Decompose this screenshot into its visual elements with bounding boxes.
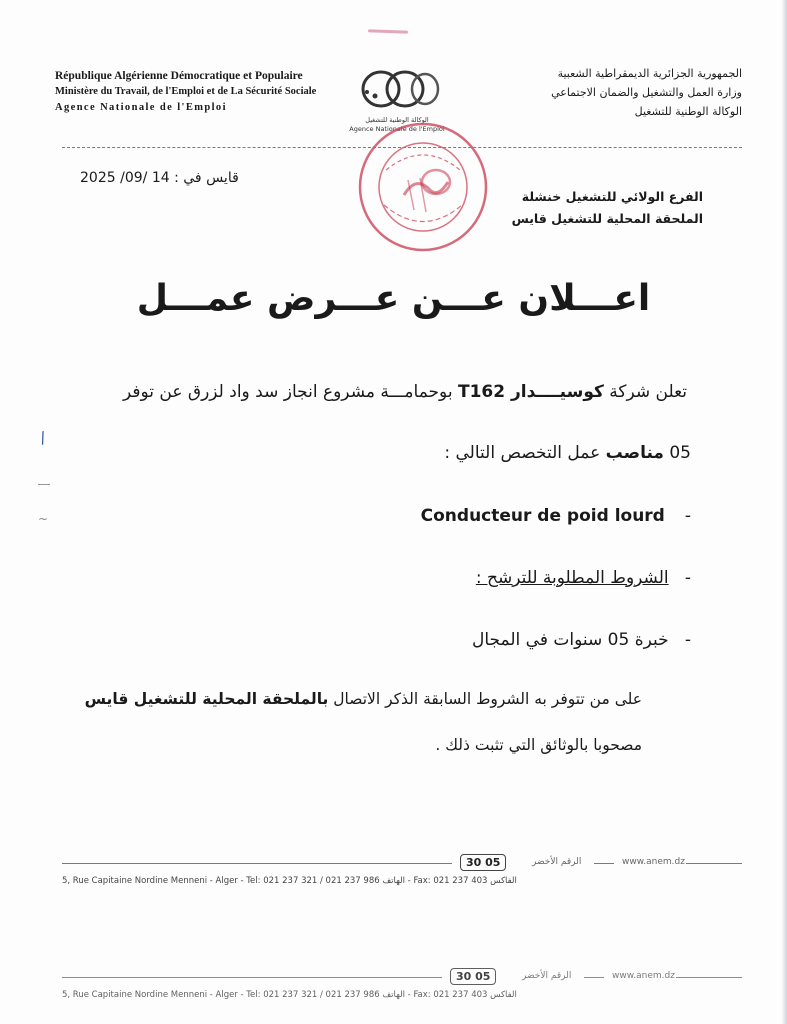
green-number-badge: 30 05 <box>460 854 506 871</box>
footer-contact-bar <box>62 852 742 874</box>
header-fr-ministry: Ministère du Travail, de l'Emploi et de La Sécurité Sociale <box>55 86 317 97</box>
footer-website: www.anem.dz <box>622 857 685 867</box>
bullet-dash: - <box>684 506 691 526</box>
contact-pre: على من تتوفر به الشروط السابقة الذكر الاتصال <box>328 690 642 708</box>
positions-rest: عمل التخصص التالي : <box>444 443 606 463</box>
positions-line <box>444 443 691 463</box>
requirements-label: الشروط المطلوبة للترشح : <box>475 568 669 588</box>
document-date: قايس في : 14 /09/ 2025 <box>80 170 239 186</box>
footer-rule <box>594 863 614 864</box>
margin-pen-mark: ~ <box>38 512 49 526</box>
footer-duplicate <box>62 966 742 1006</box>
branch-block <box>512 186 703 230</box>
header-ar-ministry: وزارة العمل والتشغيل والضمان الاجتماعي <box>551 86 742 99</box>
anem-logo-icon <box>355 66 443 112</box>
job-title-line <box>421 506 691 526</box>
header-french <box>55 68 316 116</box>
footer-address-fr: 5, Rue Capitaine Nordine Menneni - Alger - Tel: 021 237 321 / 021 237 986 الهاتف - Fax: 021 237 403 الفاكس <box>62 876 517 886</box>
intro-line <box>123 382 687 402</box>
header-fr-republic: République Algérienne Démocratique et Populaire <box>55 70 303 82</box>
margin-pen-mark: / <box>37 427 48 448</box>
header-ar-republic: الجمهورية الجزائرية الديمقراطية الشعبية <box>557 67 742 80</box>
footer-website: www.anem.dz <box>612 971 675 981</box>
header-arabic <box>551 64 742 121</box>
footer-rule <box>62 977 442 978</box>
margin-tick <box>38 484 50 485</box>
footer <box>62 852 742 892</box>
intro-post: بوحمامـــة مشروع انجاز سد واد لزرق عن توفر <box>122 382 458 402</box>
announcement-title: اعـــلان عـــن عـــرض عمـــل <box>136 278 651 319</box>
footer-address <box>62 988 742 1006</box>
positions-word: مناصب <box>605 443 664 463</box>
footer-rule <box>62 863 452 864</box>
footer-rule <box>686 863 742 864</box>
header-fr-agency: Agence Nationale de l'Emploi <box>55 102 227 113</box>
contact-line <box>85 690 642 708</box>
positions-count: 05 <box>669 443 691 463</box>
footer-rule <box>676 977 742 978</box>
logo-caption-ar: الوكالة الوطنية للتشغيل <box>365 116 429 124</box>
pen-mark <box>368 29 408 33</box>
footer-address <box>62 874 742 892</box>
official-seal-icon <box>356 120 490 254</box>
bullet-dash: - <box>684 630 691 650</box>
experience-line <box>472 630 691 650</box>
job-title: Conducteur de poid lourd <box>420 506 665 526</box>
footer-contact-bar <box>62 966 742 988</box>
contact-office: بالملحقة المحلية للتشغيل قايس <box>84 690 329 708</box>
footer-rule <box>584 977 604 978</box>
intro-pre: تعلن شركة <box>603 382 687 402</box>
bullet-dash: - <box>684 568 691 588</box>
header-ar-agency: الوكالة الوطنية للتشغيل <box>634 105 742 118</box>
branch-line-1: الفرع الولائي للتشغيل خنشلة <box>521 189 703 204</box>
documents-line: مصحوبا بالوثائق التي تثبت ذلك . <box>435 736 642 754</box>
footer-address-fr: 5, Rue Capitaine Nordine Menneni - Alger - Tel: 021 237 321 / 021 237 986 الهاتف - Fax: 021 237 403 الفاكس <box>62 990 517 1000</box>
green-number-label: الرقم الأخضر <box>532 857 582 867</box>
page-edge <box>781 0 787 1024</box>
header-divider <box>62 147 742 148</box>
green-number-label: الرقم الأخضر <box>522 971 572 981</box>
branch-line-2: الملحقة المحلية للتشغيل قايس <box>511 211 703 226</box>
requirements-heading <box>476 568 691 588</box>
green-number-badge: 30 05 <box>450 968 496 985</box>
company-name: كوسيــــدار T162 <box>457 382 604 402</box>
logo-caption-fr: Agence Nationale de l'Emploi <box>349 125 445 133</box>
experience-text: خبرة 05 سنوات في المجال <box>472 630 669 650</box>
